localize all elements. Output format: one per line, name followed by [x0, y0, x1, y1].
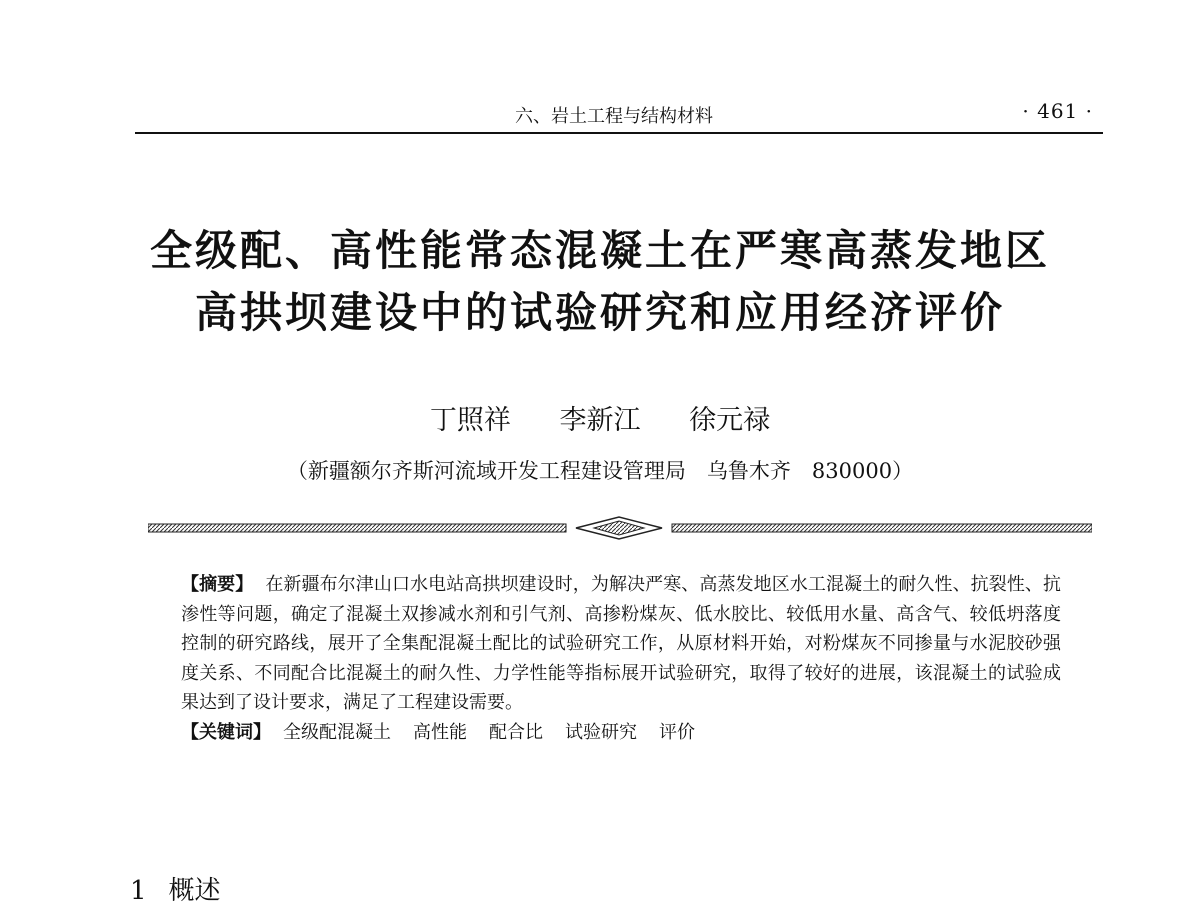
section-number: 1: [130, 876, 147, 906]
running-header: [135, 96, 1103, 134]
keyword: 全级配混凝土: [283, 721, 391, 743]
author-name: 徐元禄: [689, 405, 771, 436]
keyword: 高性能: [413, 721, 467, 743]
keyword: 配合比: [489, 721, 543, 743]
section-heading: [130, 870, 221, 907]
page-number: · 461 ·: [1022, 99, 1093, 123]
author-name: 丁照祥: [429, 405, 511, 436]
abstract-block: [181, 570, 1061, 747]
section-label: 六、岩土工程与结构材料: [515, 106, 713, 127]
divider-bar-right: [672, 524, 1092, 532]
keyword: 评价: [659, 721, 695, 743]
author-name: 李新江: [559, 405, 641, 436]
ornamental-divider: [148, 516, 1092, 540]
divider-bar-left: [148, 524, 566, 532]
keywords-label: 【关键词】: [181, 721, 271, 743]
abstract-label: 【摘要】: [181, 574, 254, 595]
keyword: 试验研究: [565, 721, 637, 743]
affiliation: （新疆额尔齐斯河流域开发工程建设管理局 乌鲁木齐 830000）: [286, 459, 914, 483]
abstract-paragraph: [181, 570, 1061, 718]
keywords-line: [181, 718, 1061, 748]
section-title: 概述: [168, 876, 221, 906]
paper-title-line-2: 高拱坝建设中的试验研究和应用经济评价: [194, 288, 1005, 337]
author-list: [0, 398, 1200, 437]
paper-title-line-1: 全级配、高性能常态混凝土在严寒高蒸发地区: [149, 226, 1050, 275]
abstract-text: 在新疆布尔津山口水电站高拱坝建设时，为解决严寒、高蒸发地区水工混凝土的耐久性、抗裂性、抗渗性等问题，确定了混凝土双掺减水剂和引气剂、高掺粉煤灰、低水胶比、较低用水量、高含气、较低坍落度控制的研究路线，展开了全集配混凝土配比的试验研究工作，从原材料开始，对粉煤灰不同掺量与水泥胶砂强度关系、不同配合比混凝土的耐久性、力学性能等指标展开试验研究，取得了较好的进展，该混凝土的试验成果达到了设计要求，满足了工程建设需要。: [181, 574, 1061, 713]
